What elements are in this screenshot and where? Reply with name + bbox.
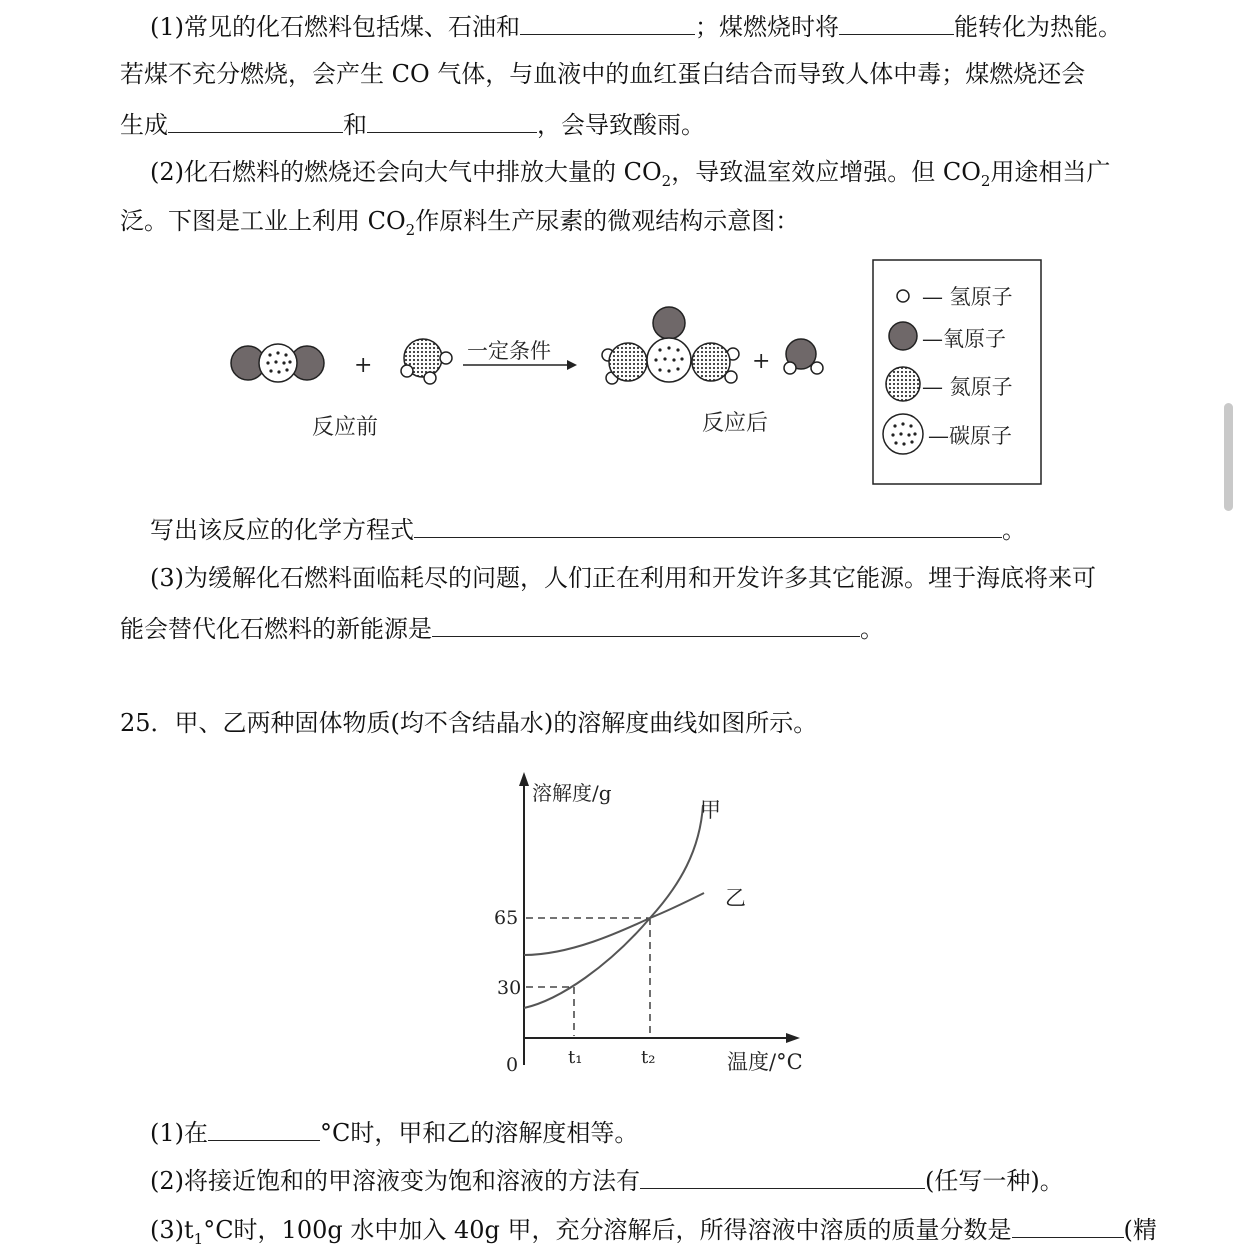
q25-sub1: (1)在 °C时，甲和乙的溶解度相等。 [150, 1119, 639, 1147]
answer-blank[interactable] [432, 614, 860, 637]
plus-sign: + [752, 349, 771, 374]
urea-molecule [602, 307, 739, 384]
plus-sign: + [354, 353, 373, 378]
series-label-jia: 甲 [700, 798, 721, 822]
series-label-yi: 乙 [725, 886, 746, 910]
reaction-diagram [0, 250, 1242, 510]
carbon-atom-icon [883, 414, 923, 454]
x-axis-label: 温度/°C [727, 1050, 803, 1074]
legend-label: —碳原子 [928, 424, 1012, 448]
q24-part2-line2: 泛。下图是工业上利用 $CO_2$作原料生产尿素的微观结构示意图： [120, 207, 800, 239]
nh3-molecule [401, 339, 452, 384]
q24-part1-line2: 若煤不充分燃烧，会产生 CO 气体，与血液中的血红蛋白结合而导致人体中毒；煤燃烧还会 [120, 60, 1086, 88]
legend-label: — 氢原子 [922, 285, 1013, 309]
hydrogen-atom-icon [897, 290, 909, 302]
answer-blank[interactable] [1012, 1215, 1124, 1238]
y-tick-label: 65 [494, 907, 519, 929]
after-label: 反应后 [702, 411, 769, 436]
legend-label: — 氮原子 [922, 375, 1013, 399]
q24-part1-line3: 生成 和 ，会导致酸雨。 [120, 111, 705, 139]
answer-blank[interactable] [839, 12, 954, 35]
answer-blank[interactable] [168, 110, 343, 133]
x-axis-arrow [786, 1033, 800, 1043]
origin-label: 0 [506, 1054, 519, 1076]
answer-blank[interactable] [367, 110, 537, 133]
solubility-chart [0, 760, 1242, 1100]
answer-blank[interactable] [520, 12, 695, 35]
answer-blank[interactable] [640, 1166, 925, 1189]
curve-yi [524, 893, 704, 955]
y-tick-label: 30 [497, 977, 522, 999]
h2o-molecule [784, 339, 823, 374]
q24-part3-line2: 能会替代化石燃料的新能源是 。 [120, 615, 884, 643]
oxygen-atom-icon [889, 322, 917, 350]
reaction-condition: 一定条件 [467, 339, 551, 363]
q24-part1-line1: (1)常见的化石燃料包括煤、石油和 ；煤燃烧时将 能转化为热能。 [150, 13, 1122, 41]
legend-label: —氧原子 [922, 327, 1006, 351]
x-tick-label: t₁ [568, 1047, 583, 1068]
q25-title: 25．甲、乙两种固体物质(均不含结晶水)的溶解度曲线如图所示。 [120, 709, 818, 737]
equation-prompt: 写出该反应的化学方程式 。 [150, 516, 1026, 544]
scrollbar-thumb[interactable] [1224, 403, 1233, 511]
nitrogen-atom-icon [886, 367, 920, 401]
answer-blank[interactable] [208, 1118, 320, 1141]
atom-legend [873, 260, 1041, 484]
answer-blank[interactable] [414, 515, 1002, 538]
q24-part3-line1: (3)为缓解化石燃料面临耗尽的问题，人们正在利用和开发许多其它能源。埋于海底将来可 [150, 564, 1096, 592]
co2-molecule [231, 344, 324, 382]
y-axis-arrow [519, 772, 529, 786]
q25-sub2: (2)将接近饱和的甲溶液变为饱和溶液的方法有 (任写一种)。 [150, 1167, 1064, 1195]
x-tick-label: t₂ [641, 1047, 656, 1068]
q24-part2-line1: (2)化石燃料的燃烧还会向大气中排放大量的 $CO_2$，导致温室效应增强。但 $CO_2$用途相当广 [150, 158, 1111, 190]
before-label: 反应前 [312, 415, 379, 440]
q25-sub3: $(3)t_1^\circ C$时，100g 水中加入 40g 甲，充分溶解后，所得溶液中溶质的质量分数是 (精 [150, 1216, 1157, 1248]
y-axis-label: 溶解度/g [532, 781, 612, 805]
